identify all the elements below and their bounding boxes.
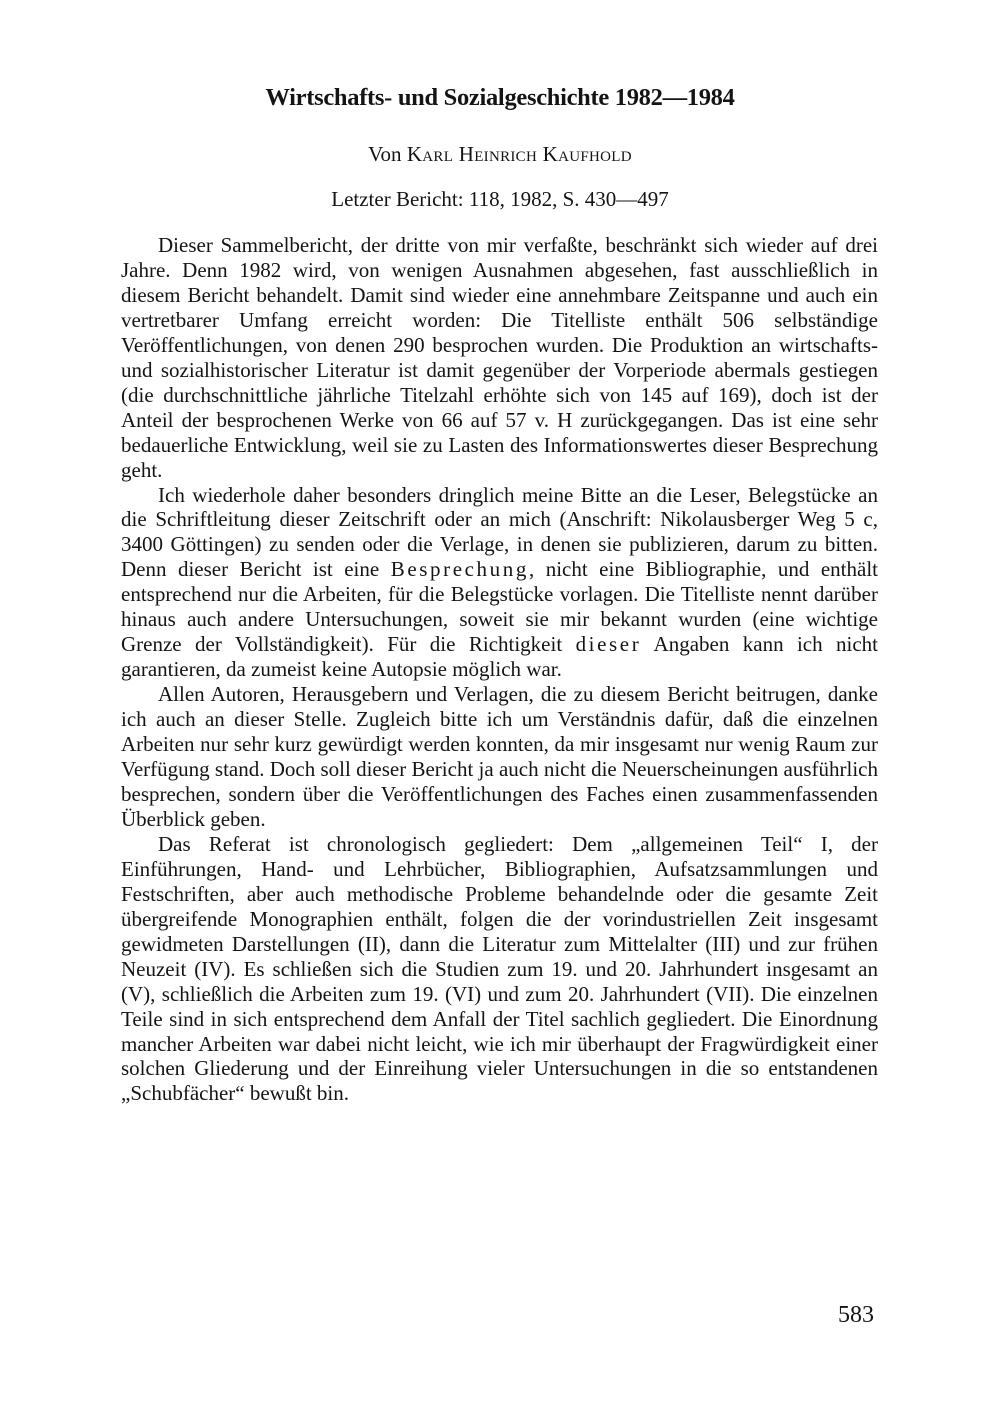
- paragraph-2-part-c: , nicht eine Bibliographie, und enthält entsprechend nur die Arbeiten, für die Belegstücke vorlagen. Die Titelliste nennt darüber hinaus auch andere Untersuchungen, soweit sie mir bekannt wurden (eine wichtige Grenze der Vollständigkeit). Für die Richtigkeit: [121, 557, 879, 657]
- paragraph-2-part-e: Angaben kann ich nicht garantieren, da zumeist keine Autopsie möglich war.: [121, 632, 878, 682]
- article-body: [121, 233, 878, 1106]
- page-number: 583: [838, 1302, 874, 1328]
- paragraph-3: Allen Autoren, Herausgebern und Verlagen, die zu diesem Bericht beitrugen, danke ich auch an dieser Stelle. Zugleich bitte ich um Verständnis dafür, daß die einzelnen Arbeiten nur sehr kurz gewürdigt werden konnten, da mir insgesamt nur wenig Raum zur Verfügung stand. Doch soll dieser Bericht ja auch nicht die Neuerscheinungen ausführlich besprechen, sondern über die Veröffentlichungen des Faches einen zusammenfassenden Überblick geben.: [121, 682, 878, 831]
- author-name: Karl Heinrich Kaufhold: [406, 142, 632, 166]
- article-title: Wirtschafts- und Sozialgeschichte 1982—1984: [265, 84, 735, 111]
- author-prefix: Von: [368, 142, 402, 166]
- emphasis-dieser: dieser: [575, 632, 642, 657]
- author-line: [0, 142, 1000, 167]
- paragraph-2: [121, 483, 878, 683]
- emphasis-besprechung: Besprechung: [390, 557, 529, 582]
- paragraph-1: Dieser Sammelbericht, der dritte von mir verfaßte, beschränkt sich wieder auf drei Jahre. Denn 1982 wird, von wenigen Ausnahmen abgesehen, fast ausschließlich in diesem Bericht behandelt. Damit sind wieder eine annehmbare Zeitspanne und auch ein vertretbarer Umfang erreicht worden: Die Titelliste enthält 506 selbständige Veröffentlichungen, von denen 290 besprochen wurden. Die Produktion an wirtschafts- und sozialhistorischer Literatur ist damit gegenüber der Vorperiode abermals gestiegen (die durchschnittliche jährliche Titelzahl erhöhte sich von 145 auf 169), doch ist der Anteil der besprochenen Werke von 66 auf 57 v. H zurückgegangen. Das ist eine sehr bedauerliche Entwicklung, weil sie zu Lasten des Informationswertes dieser Besprechung geht.: [121, 233, 878, 482]
- paragraph-4: Das Referat ist chronologisch gegliedert: Dem „allgemeinen Teil“ I, der Einführungen, Hand- und Lehrbücher, Bibliographien, Aufsatzsammlungen und Festschriften, aber auch methodische Probleme behandelnde oder die gesamte Zeit übergreifende Monographien enthält, folgen die der vorindustriellen Zeit insgesamt gewidmeten Darstellungen (II), dann die Literatur zum Mittelalter (III) und zur frühen Neuzeit (IV). Es schließen sich die Studien zum 19. und 20. Jahrhundert insgesamt an (V), schließlich die Arbeiten zum 19. (VI) und zum 20. Jahrhundert (VII). Die einzelnen Teile sind in sich entsprechend dem Anfall der Titel sachlich gegliedert. Die Einordnung mancher Arbeiten war dabei nicht leicht, wie ich mir überhaupt der Fragwürdigkeit einer solchen Gliederung und der Einreihung vieler Untersuchungen in die so entstandenen „Schubfächer“ bewußt bin.: [121, 831, 878, 1106]
- last-report-reference: Letzter Bericht: 118, 1982, S. 430—497: [331, 187, 669, 211]
- paragraph-2-part-a: Ich wiederhole daher besonders dringlich meine Bitte an die Leser, Belegstücke an die Schriftleitung dieser Zeitschrift oder an mich (Anschrift: Nikolausberger Weg 5 c, 3400 Göttingen) zu senden oder die Verlage, in denen sie publizieren, darum zu bitten. Denn dieser Bericht ist eine: [121, 482, 878, 582]
